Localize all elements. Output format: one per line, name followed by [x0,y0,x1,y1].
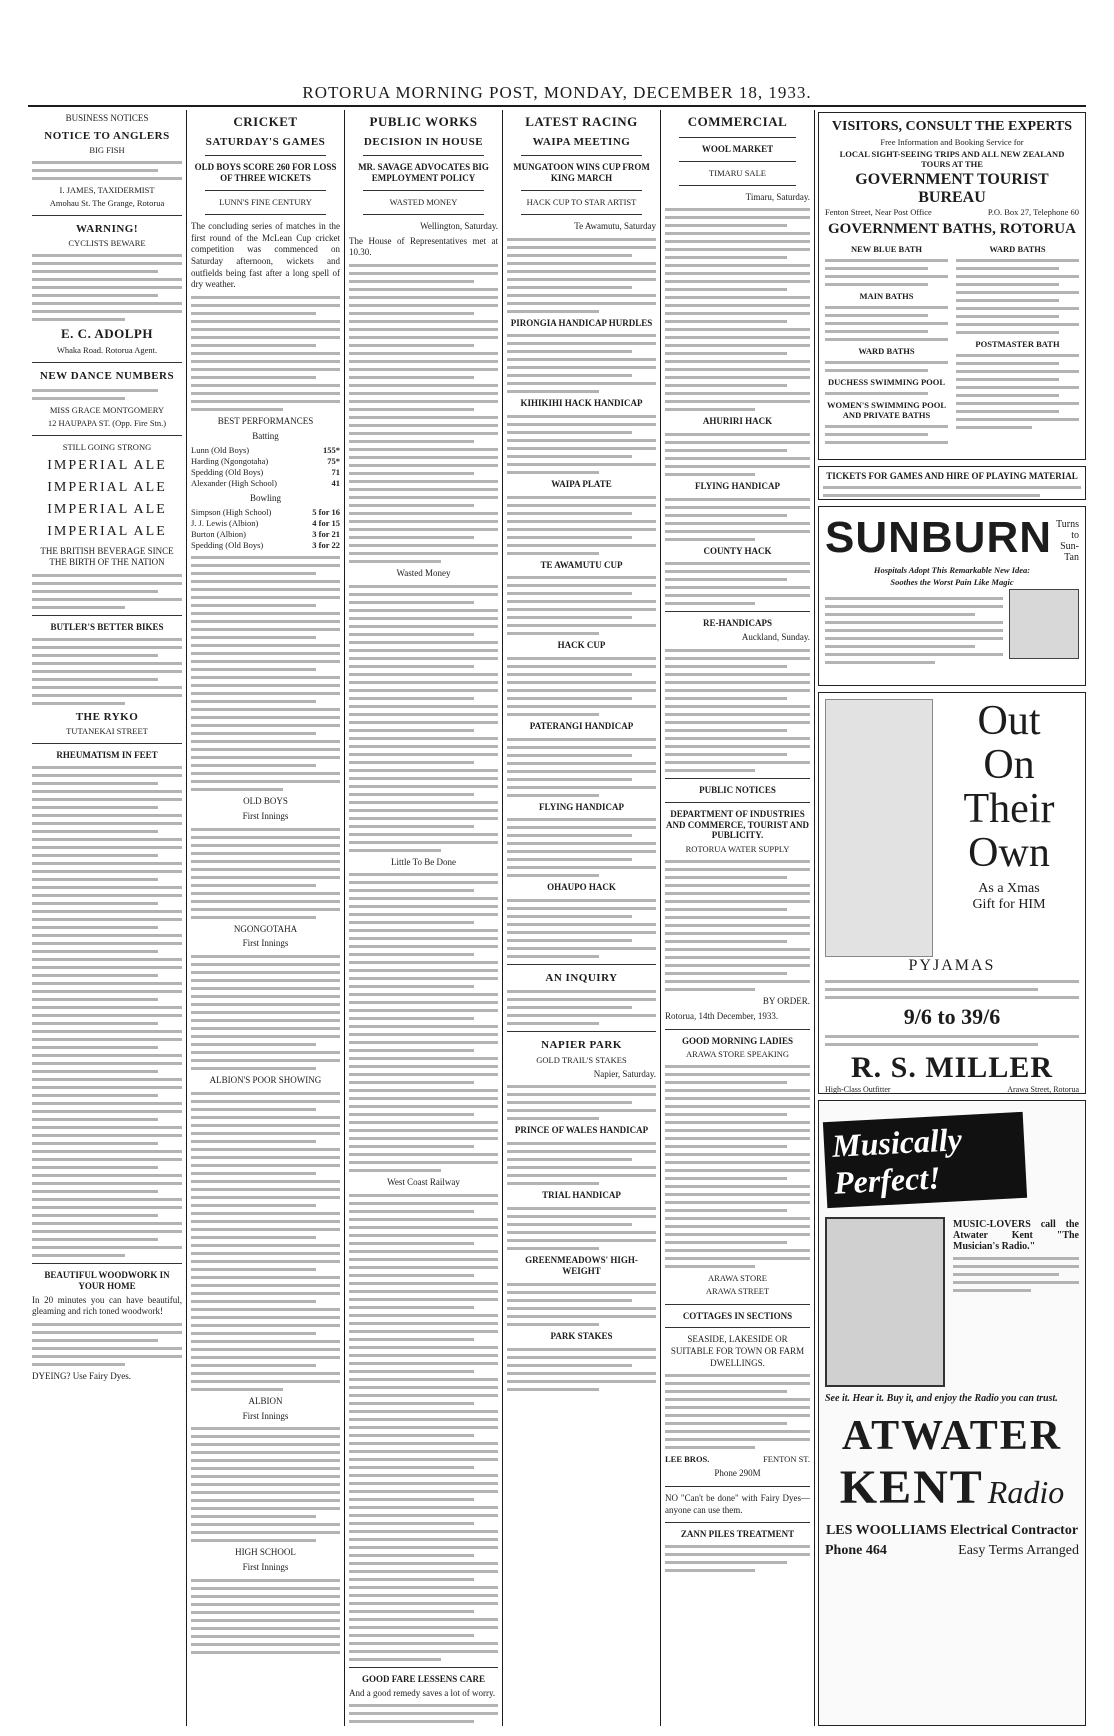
bowling-table [191,507,340,551]
advertiser-name: LES WOOLLIAMS Electrical Contractor [825,1523,1079,1538]
advertiser-terms: Easy Terms Arranged [958,1543,1079,1558]
article-dateline: Napier, Saturday. [593,1068,656,1079]
race-result [507,818,656,877]
ad-heading: VISITORS, CONSULT THE EXPERTS [831,119,1073,134]
race-name: TRIAL HANDICAP [542,1190,621,1201]
table-row [191,478,340,489]
article-subheadline: LUNN'S FINE CENTURY [219,196,312,207]
section-subtitle: SATURDAY'S GAMES [205,135,326,148]
player-name: Spedding (Old Boys) [191,467,264,478]
article-headline: OLD BOYS SCORE 260 FOR LOSS OF THREE WICKETS [194,162,337,183]
table-row [191,507,340,518]
advertiser-address: TUTANEKAI STREET [66,726,148,737]
ad-headline: On [983,742,1035,789]
advertiser-name: THE RYKO [75,710,139,723]
ad-brand-line: IMPERIAL ALE [47,480,167,496]
section-title: PUBLIC WORKS [369,114,478,129]
race-result [507,415,656,474]
scoreboard-team: OLD BOYS [243,796,288,807]
article-body [665,208,810,411]
masthead-text: ROTORUA MORNING POST, MONDAY, DECEMBER 18, 1933. [302,83,812,102]
article-crosshead: Little To Be Done [391,856,456,867]
race-name: PIRONGIA HANDICAP HURDLES [510,317,653,328]
sunburn-ad [818,506,1086,686]
ad-body: MUSIC-LOVERS call the Atwater Kent "The Musician's Radio." [953,1219,1079,1252]
advertiser-address [825,1085,1079,1094]
scoreboard [191,828,340,919]
ad-heading: GOOD FARE LESSENS CARE [361,1673,486,1684]
ad-body [32,766,182,1257]
ad-brand-line: IMPERIAL ALE [47,524,167,540]
player-figure: 3 for 21 [312,529,340,540]
ad-body: And a good remedy saves a lot of worry. [349,1687,496,1698]
price-range: 9/6 to 39/6 [903,1004,1001,1029]
ad-heading: TICKETS FOR GAMES AND HIRE OF PLAYING MATERIAL [826,471,1078,481]
player-figure: 71 [331,467,340,478]
ad-headline: Own [968,830,1050,877]
article-lead: The House of Representatives met at 10.30. [349,235,498,258]
timetable-heading: WOMEN'S SWIMMING POOL AND PRIVATE BATHS [826,400,946,420]
ad-headline: Musically [831,1121,963,1164]
race-result [507,1207,656,1250]
article-dateline: Wellington, Saturday. [420,220,498,231]
advertiser-street: Arawa Street, Rotorua [1007,1085,1079,1094]
ad-banner [823,1112,1027,1208]
ad-heading: ZANN PILES TREATMENT [680,1529,795,1540]
race-name: FLYING HANDICAP [539,801,624,812]
notice-subheading: ROTORUA WATER SUPPLY [685,844,790,855]
notice-subheading: BIG FISH [89,144,125,155]
column-public-works [345,110,502,1726]
section-subtitle: DECISION IN HOUSE [363,135,484,148]
article-subheadline: TIMARU SALE [709,167,766,178]
brand-name: ATWATER [841,1413,1063,1459]
notice-heading: DEPARTMENT OF INDUSTRIES AND COMMERCE, TOURIST AND PUBLICITY. [665,808,810,841]
race-name: AHURIRI HACK [702,416,773,427]
timetable-heading: MAIN BATHS [859,291,914,301]
player-name: Lunn (Old Boys) [191,445,250,456]
article-body [191,556,340,791]
article-headline: AN INQUIRY [545,972,618,985]
ad-heading: COTTAGES IN SECTIONS [682,1310,793,1321]
notice-date: Rotorua, 14th December, 1933. [665,1010,779,1021]
section-subtitle: WOOL MARKET [701,143,774,154]
ad-body [665,1545,810,1572]
notice-body [32,161,182,180]
ad-heading: BUTLER'S BETTER BIKES [50,621,164,632]
column-business-notices [28,110,186,1726]
notice-signoff: BY ORDER. [762,996,810,1007]
ad-heading: RHEUMATISM IN FEET [56,750,158,761]
notice-body [665,860,810,991]
brand-name: KENT [839,1461,984,1514]
ad-subheading: Hospitals Adopt This Remarkable New Idea: [873,565,1031,575]
article-headline: RE-HANDICAPS [702,618,772,629]
section-title: PUBLIC NOTICES [699,784,776,795]
race-result [507,899,656,958]
race-result [507,1283,656,1326]
table-row [191,445,340,456]
player-name: Spedding (Old Boys) [191,540,264,551]
race-result [507,496,656,555]
ad-heading: GOOD MORNING LADIES [681,1035,793,1046]
baths-timetable-right [956,242,1079,449]
race-name: WAIPA PLATE [551,478,612,489]
advertiser-address: Amohau St. The Grange, Rotorua [49,198,165,209]
ad-body [665,1374,810,1449]
article-body [191,1092,340,1391]
race-results [665,416,810,605]
product-name: PYJAMAS [908,957,996,974]
timetable-heading: WARD BATHS [989,244,1046,254]
race-name: PARK STAKES [550,1331,613,1342]
article-headline: MUNGATOON WINS CUP FROM KING MARCH [513,162,650,183]
player-name: Alexander (High School) [191,478,277,489]
advertiser-phone: Phone 464 [825,1543,887,1558]
player-name: Simpson (High School) [191,507,272,518]
article-body [507,1085,656,1120]
advertiser-name: LEE BROS. [665,1454,710,1465]
advertiser-name: ARAWA STORE [708,1273,767,1284]
bureau-name: GOVERNMENT TOURIST BUREAU [855,171,1049,206]
column-rule [814,110,815,1726]
article-subheadline: WASTED MONEY [389,196,458,207]
advertiser-contact [825,1543,1079,1559]
article-subheadline: GOLD TRAIL'S STAKES [536,1054,627,1065]
ad-body [32,638,182,705]
article-body [507,238,656,313]
race-name: HACK CUP [557,640,606,651]
race-result [507,1142,656,1185]
article-body [665,649,810,772]
ad-subheading: ARAWA STORE SPEAKING [685,1049,790,1060]
article-crosshead: West Coast Railway [387,1177,460,1188]
ad-tagline: Gift for HIM [972,897,1046,913]
bureau-po-box: P.O. Box 27, Telephone 60 [987,207,1079,217]
article-dateline: Timaru, Saturday. [745,191,810,202]
scoreboard-team: NGONGOTAHA [233,923,298,934]
advertiser-trade: High-Class Outfitter [825,1085,891,1094]
race-results [507,1125,656,1390]
ad-brand-line: IMPERIAL ALE [47,502,167,518]
ad-subheading: Soothes the Worst Pain Like Magic [890,577,1014,587]
ad-tagline: As a Xmas [978,881,1040,897]
notice-body [32,254,182,321]
section-title: LATEST RACING [525,114,638,129]
player-figure: 155* [323,445,340,456]
race-result [507,576,656,635]
section-heading: BUSINESS NOTICES [65,113,149,123]
article-lead: The concluding series of matches in the first round of the McLean Cup cricket competition was commenced on Saturday afternoon, wickets and outfields being fast after a long spell of dry weather. [191,220,340,290]
batting-table [191,445,340,489]
table-subtitle: Batting [252,430,279,441]
ad-heading: BEAUTIFUL WOODWORK IN YOUR HOME [44,1269,170,1291]
bather-illustration [1009,589,1079,659]
article-body [349,264,498,563]
race-result [507,1348,656,1391]
column-commercial [661,110,814,1726]
player-figure: 5 for 16 [312,507,340,518]
radio-cabinet-illustration [825,1217,945,1387]
advertiser-line [665,1454,810,1465]
advertiser-address: 12 HAUPAPA ST. (Opp. Fire Stn.) [47,417,167,428]
column-racing [503,110,660,1726]
player-name: Harding (Ngongotaha) [191,456,269,467]
scoreboard-innings: First Innings [242,1410,289,1421]
bureau-street: Fenton Street, Near Post Office [825,207,932,217]
section-title: CRICKET [233,114,298,129]
brand-suffix: Radio [987,1474,1065,1510]
advertiser-phone: Phone 290M [714,1468,761,1479]
scoreboard-team: HIGH SCHOOL [235,1547,296,1558]
article-crosshead: Wasted Money [396,567,451,578]
race-result [665,433,810,476]
race-name: COUNTY HACK [703,545,772,556]
article-body [349,1194,498,1661]
timetable-heading: DUCHESS SWIMMING POOL [827,377,946,387]
section-title: COMMERCIAL [687,114,788,129]
scoreboard-team: ALBION [248,1395,283,1406]
ad-tagline: THE BRITISH BEVERAGE SINCE THE BIRTH OF THE NATION [40,545,174,568]
race-name: PATERANGI HANDICAP [529,720,634,731]
timetable-heading: WARD BATHS [858,346,915,356]
article-body [349,585,498,852]
player-figure: 4 for 15 [312,518,340,529]
timetable-heading: POSTMASTER BATH [975,339,1060,349]
race-name: GREENMEADOWS' HIGH-WEIGHT [525,1254,638,1277]
bureau-address [825,207,1079,217]
race-result [507,657,656,716]
table-row [191,467,340,478]
ad-subheading: SEASIDE, LAKESIDE OR SUITABLE FOR TOWN OR FARM DWELLINGS. [670,1334,805,1368]
advertiser-address: ARAWA STREET [705,1286,770,1297]
tickets-ad [818,466,1086,500]
ad-body [349,1704,498,1726]
ad-tagline: STILL GOING STRONG [62,441,152,452]
article-subheadline: HACK CUP TO STAR ARTIST [526,196,637,207]
baths-timetable-left [825,242,948,449]
scoreboard [191,1427,340,1542]
advertiser-name: R. S. MILLER [850,1051,1054,1084]
ad-body: DYEING? Use Fairy Dyes. [32,1370,131,1381]
advertiser-name: MISS GRACE MONTGOMERY [49,404,165,415]
ad-tagline: Turns to Sun-Tan [1056,519,1079,563]
section-subtitle: WAIPA MEETING [532,135,631,148]
table-row [191,456,340,467]
race-results [507,318,656,959]
race-name: OHAUPO HACK [547,882,616,893]
table-row [191,518,340,529]
advertiser-address: FENTON ST. [763,1454,810,1465]
baths-name: GOVERNMENT BATHS, ROTORUA [828,221,1076,237]
pyjamas-ad [818,692,1086,1094]
ad-headline: Their [963,786,1055,833]
ad-brand: SUNBURN [825,513,1052,562]
ad-body: In 20 minutes you can have beautiful, gleaming and rich toned woodwork! [32,1294,182,1317]
masthead [28,79,1086,107]
ad-headline: Perfect! [833,1159,942,1201]
ad-subheading: LOCAL SIGHT-SEEING TRIPS AND ALL NEW ZEALAND TOURS AT THE [839,149,1065,169]
race-result [507,738,656,797]
advertiser-name: E. C. ADOLPH [61,326,153,342]
ad-brand-line: IMPERIAL ALE [47,457,167,473]
scoreboard-innings: First Innings [242,938,289,949]
article-dateline: Te Awamutu, Saturday [574,220,656,231]
player-name: J. J. Lewis (Albion) [191,518,259,529]
table-row [191,529,340,540]
race-result [665,562,810,605]
race-name: PRINCE OF WALES HANDICAP [514,1125,649,1136]
advertiser-name: I. JAMES, TAXIDERMIST [59,185,155,196]
notice-heading: WARNING! [75,223,139,236]
advertiser-address: Whaka Road. Rotorua Agent. [56,345,158,356]
notice-heading: NEW DANCE NUMBERS [39,370,175,383]
player-name: Burton (Albion) [191,529,247,540]
man-in-pyjamas-illustration [825,699,933,957]
article-dateline: Auckland, Sunday. [741,632,810,643]
table-title: BEST PERFORMANCES [217,415,314,426]
notice-subheading: CYCLISTS BEWARE [68,238,146,249]
ad-body [665,1065,810,1268]
notice-body [32,389,182,400]
scoreboard-innings: First Innings [242,1561,289,1572]
scoreboard-innings: First Innings [242,811,289,822]
article-headline: NAPIER PARK [541,1039,622,1052]
table-subtitle: Bowling [249,492,281,503]
ad-headline: Out [977,698,1041,744]
race-result [507,334,656,393]
ad-body [32,574,182,609]
article-body [191,296,340,411]
player-figure: 75* [327,456,340,467]
article-crosshead: ALBION'S POOR SHOWING [209,1075,322,1086]
race-name: TE AWAMUTU CUP [540,559,623,570]
table-row [191,540,340,551]
player-figure: 41 [331,478,340,489]
race-name: FLYING HANDICAP [695,481,780,492]
article-headline: MR. SAVAGE ADVOCATES BIG EMPLOYMENT POLICY [358,162,489,183]
article-body [507,990,656,1025]
race-name: KIHIKIHI HACK HANDICAP [520,398,643,409]
timetable-heading: NEW BLUE BATH [850,244,922,254]
ad-body: NO "Can't be done" with Fairy Dyes—anyone can use them. [665,1493,810,1515]
player-figure: 3 for 22 [312,540,340,551]
tourist-bureau-ad [818,112,1086,460]
scoreboard [191,1579,340,1654]
ad-subheading: Free Information and Booking Service for [880,137,1024,147]
ad-body: See it. Hear it. Buy it, and enjoy the Radio you can trust. [825,1393,1058,1404]
notice-heading: NOTICE TO ANGLERS [44,129,170,142]
scoreboard [191,955,340,1070]
atwater-kent-ad [818,1100,1086,1726]
race-result [665,498,810,541]
column-cricket [187,110,344,1726]
article-body [349,873,498,1172]
ad-body [32,1323,182,1366]
